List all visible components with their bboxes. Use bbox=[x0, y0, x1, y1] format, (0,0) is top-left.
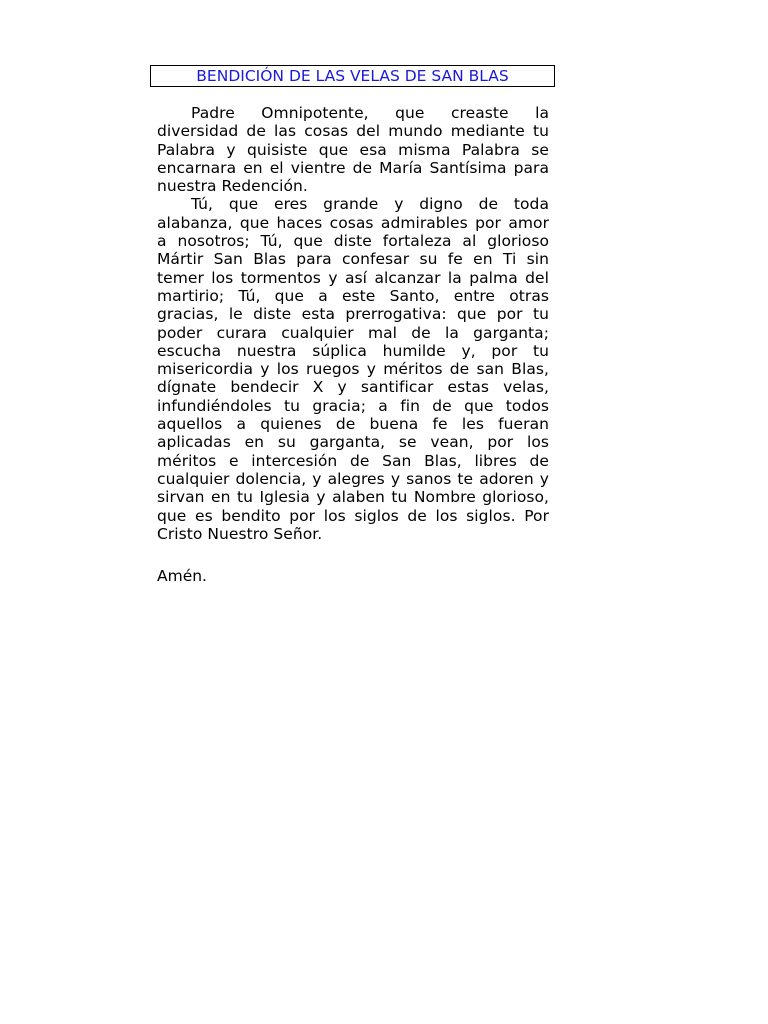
document-title: BENDICIÓN DE LAS VELAS DE SAN BLAS bbox=[150, 65, 555, 87]
prayer-paragraph-2: Tú, que eres grande y digno de toda alabanza, que haces cosas admirables por amor a nosotros; Tú, que diste fortaleza al glorioso Mártir San Blas para confesar su fe en Ti sin temer los tormentos y así alcanzar la palma del martirio; Tú, que a este Santo, entre otras gracias, le diste esta prerrogativa: que por tu poder curara cualquier mal de la garganta; escucha nuestra súplica humilde y, por tu misericordia y los ruegos y méritos de san Blas, dígnate bendecir X y santificar estas velas, infundiéndoles tu gracia; a fin de que todos aquellos a quienes de buena fe les fueran aplicadas en su garganta, se vean, por los méritos e intercesión de San Blas, libres de cualquier dolencia, y alegres y sanos te adoren y sirvan en tu Iglesia y alaben tu Nombre glorioso, que es bendito por los siglos de los siglos. Por Cristo Nuestro Señor. bbox=[157, 195, 549, 543]
prayer-paragraph-1: Padre Omnipotente, que creaste la diversidad de las cosas del mundo mediante tu Palabra y quisiste que esa misma Palabra se encarnara en el vientre de María Santísima para nuestra Redención. bbox=[157, 104, 549, 196]
prayer-body bbox=[157, 104, 549, 543]
closing-amen: Amén. bbox=[157, 567, 207, 585]
